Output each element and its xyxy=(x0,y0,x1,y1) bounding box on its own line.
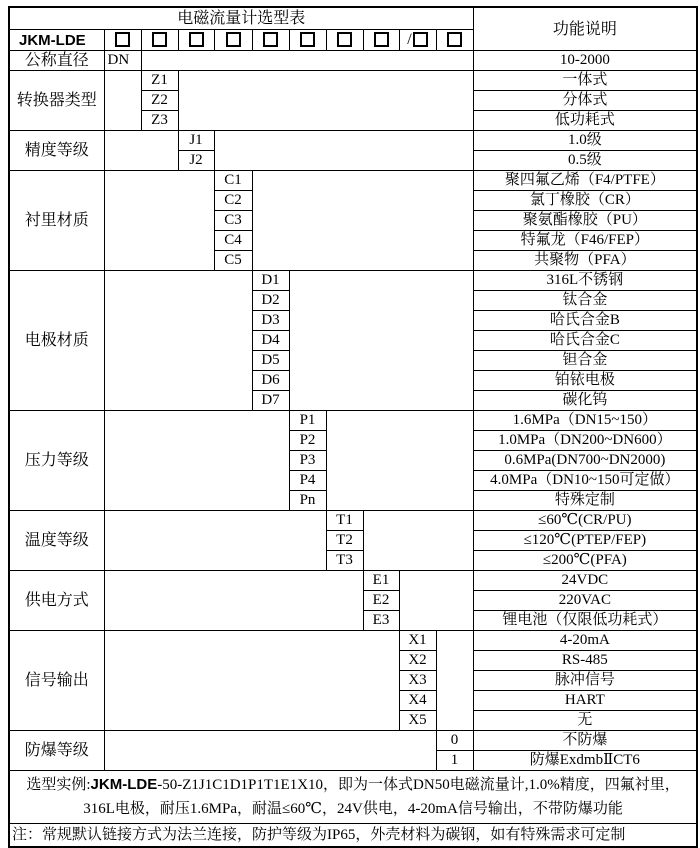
spacer-cell xyxy=(104,571,363,631)
function-desc: HART xyxy=(473,691,697,711)
code-cell: D3 xyxy=(252,311,289,331)
code-checkbox[interactable] xyxy=(263,32,278,47)
code-box-cell-9 xyxy=(399,30,436,51)
spacer-cell xyxy=(214,131,473,171)
selection-table xyxy=(8,6,698,848)
code-cell: E1 xyxy=(363,571,399,591)
code-box-cell-8 xyxy=(363,30,399,51)
code-cell: D7 xyxy=(252,391,289,411)
code-checkbox[interactable] xyxy=(413,32,428,47)
function-desc: 1.0MPa（DN200~DN600） xyxy=(473,431,697,451)
code-cell: D4 xyxy=(252,331,289,351)
code-cell: D6 xyxy=(252,371,289,391)
function-desc: 低功耗式 xyxy=(473,111,697,131)
code-cell: Z1 xyxy=(141,71,178,91)
spacer-cell xyxy=(399,571,473,631)
code-cell: X4 xyxy=(399,691,436,711)
group-label-temperature-rating: 温度等级 xyxy=(9,511,104,571)
function-desc: ≤60℃(CR/PU) xyxy=(473,511,697,531)
group-label-nominal-diameter: 公称直径 xyxy=(9,51,104,71)
spacer-cell xyxy=(104,171,214,271)
spacer-cell xyxy=(252,171,473,271)
function-desc: 防爆ExdmbⅡCT6 xyxy=(473,751,697,771)
code-cell: X3 xyxy=(399,671,436,691)
example-rest: -50-Z1J1C1D1P1T1E1X10，即为一体式DN50电磁流量计,1.0%精度，四氟衬里， xyxy=(157,777,680,793)
code-box-cell-5 xyxy=(252,30,289,51)
function-desc: 4-20mA xyxy=(473,631,697,651)
slash-separator: / xyxy=(407,31,412,48)
spacer-cell xyxy=(141,51,473,71)
function-desc: 哈氏合金B xyxy=(473,311,697,331)
code-cell: T1 xyxy=(326,511,363,531)
function-desc: 无 xyxy=(473,711,697,731)
function-desc: 不防爆 xyxy=(473,731,697,751)
code-cell: C1 xyxy=(214,171,252,191)
function-desc: 碳化钨 xyxy=(473,391,697,411)
example-line1 xyxy=(10,772,696,797)
table-title: 电磁流量计选型表 xyxy=(9,7,473,30)
function-desc: 共聚物（PFA） xyxy=(473,251,697,271)
function-desc: 1.6MPa（DN15~150） xyxy=(473,411,697,431)
function-desc: 316L不锈钢 xyxy=(473,271,697,291)
spacer-cell xyxy=(289,271,473,411)
code-box-cell-4 xyxy=(214,30,252,51)
group-label-power-supply: 供电方式 xyxy=(9,571,104,631)
code-cell: E2 xyxy=(363,591,399,611)
function-column-header: 功能说明 xyxy=(473,7,697,51)
function-desc: 10-2000 xyxy=(473,51,697,71)
code-box-cell-10 xyxy=(436,30,473,51)
spacer-cell xyxy=(104,131,178,171)
function-desc: 脉冲信号 xyxy=(473,671,697,691)
code-cell: T2 xyxy=(326,531,363,551)
group-label-signal-output: 信号输出 xyxy=(9,631,104,731)
code-cell: T3 xyxy=(326,551,363,571)
note-cell: 注：常规默认链接方式为法兰连接，防护等级为IP65，外壳材料为碳钢，如有特殊需求可定制 xyxy=(9,824,697,848)
code-cell: D5 xyxy=(252,351,289,371)
code-cell: 1 xyxy=(436,751,473,771)
example-prefix: 选型实例: xyxy=(26,777,91,793)
function-desc: 氯丁橡胶（CR） xyxy=(473,191,697,211)
code-cell: C3 xyxy=(214,211,252,231)
group-label-converter-type: 转换器类型 xyxy=(9,71,104,131)
code-box-cell-1 xyxy=(104,30,141,51)
spacer-cell xyxy=(436,631,473,731)
code-checkbox[interactable] xyxy=(152,32,167,47)
spacer-cell xyxy=(104,731,436,771)
code-cell: D2 xyxy=(252,291,289,311)
code-checkbox[interactable] xyxy=(337,32,352,47)
function-desc: 24VDC xyxy=(473,571,697,591)
spacer-cell xyxy=(104,71,141,131)
spacer-cell xyxy=(104,411,289,511)
spacer-cell xyxy=(104,631,399,731)
code-checkbox[interactable] xyxy=(374,32,389,47)
spacer-cell xyxy=(178,71,473,131)
code-cell: X5 xyxy=(399,711,436,731)
example-cell xyxy=(9,771,697,824)
example-model: JKM-LDE xyxy=(90,776,158,793)
code-checkbox[interactable] xyxy=(115,32,130,47)
code-cell: J2 xyxy=(178,151,214,171)
function-desc: 分体式 xyxy=(473,91,697,111)
function-desc: 聚四氟乙烯（F4/PTFE） xyxy=(473,171,697,191)
code-cell: X1 xyxy=(399,631,436,651)
code-box-cell-7 xyxy=(326,30,363,51)
code-checkbox[interactable] xyxy=(226,32,241,47)
code-cell: Z3 xyxy=(141,111,178,131)
example-row xyxy=(9,771,697,824)
code-box-cell-3 xyxy=(178,30,214,51)
code-cell: J1 xyxy=(178,131,214,151)
spacer-cell xyxy=(104,511,326,571)
group-label-electrode-material: 电极材质 xyxy=(9,271,104,411)
function-desc: 特氟龙（F46/FEP） xyxy=(473,231,697,251)
code-cell: Pn xyxy=(289,491,326,511)
model-prefix: JKM-LDE xyxy=(9,30,104,51)
code-checkbox[interactable] xyxy=(189,32,204,47)
spacer-cell xyxy=(363,511,473,571)
code-cell: D1 xyxy=(252,271,289,291)
function-desc: 0.5级 xyxy=(473,151,697,171)
function-desc: 一体式 xyxy=(473,71,697,91)
code-cell: 0 xyxy=(436,731,473,751)
code-cell: P2 xyxy=(289,431,326,451)
code-cell: DN xyxy=(104,51,141,71)
function-desc: 特殊定制 xyxy=(473,491,697,511)
code-box-cell-2 xyxy=(141,30,178,51)
function-desc: ≤120℃(PTEP/FEP) xyxy=(473,531,697,551)
function-desc: 1.0级 xyxy=(473,131,697,151)
function-desc: 钛合金 xyxy=(473,291,697,311)
code-checkbox[interactable] xyxy=(300,32,315,47)
function-desc: ≤200℃(PFA) xyxy=(473,551,697,571)
function-desc: 铂铱电极 xyxy=(473,371,697,391)
code-cell: C4 xyxy=(214,231,252,251)
group-label-explosion-proof-rating: 防爆等级 xyxy=(9,731,104,771)
code-cell: X2 xyxy=(399,651,436,671)
code-cell: P1 xyxy=(289,411,326,431)
code-cell: P3 xyxy=(289,451,326,471)
code-box-cell-6 xyxy=(289,30,326,51)
code-cell: C2 xyxy=(214,191,252,211)
spacer-cell xyxy=(104,271,252,411)
function-desc: 4.0MPa（DN10~150可定做） xyxy=(473,471,697,491)
group-label-lining-material: 衬里材质 xyxy=(9,171,104,271)
function-desc: 0.6MPa(DN700~DN2000) xyxy=(473,451,697,471)
note-row xyxy=(9,824,697,848)
example-line2: 316L电极，耐压1.6MPa，耐温≤60℃，24V供电，4-20mA信号输出，不带防爆功能 xyxy=(83,801,623,817)
code-cell: C5 xyxy=(214,251,252,271)
function-desc: RS-485 xyxy=(473,651,697,671)
function-desc: 220VAC xyxy=(473,591,697,611)
group-label-accuracy-class: 精度等级 xyxy=(9,131,104,171)
code-checkbox[interactable] xyxy=(447,32,462,47)
code-cell: E3 xyxy=(363,611,399,631)
function-desc: 聚氨酯橡胶（PU） xyxy=(473,211,697,231)
function-desc: 锂电池（仅限低功耗式） xyxy=(473,611,697,631)
code-cell: Z2 xyxy=(141,91,178,111)
spacer-cell xyxy=(326,411,473,511)
function-desc: 哈氏合金C xyxy=(473,331,697,351)
group-label-pressure-rating: 压力等级 xyxy=(9,411,104,511)
function-desc: 钽合金 xyxy=(473,351,697,371)
code-cell: P4 xyxy=(289,471,326,491)
